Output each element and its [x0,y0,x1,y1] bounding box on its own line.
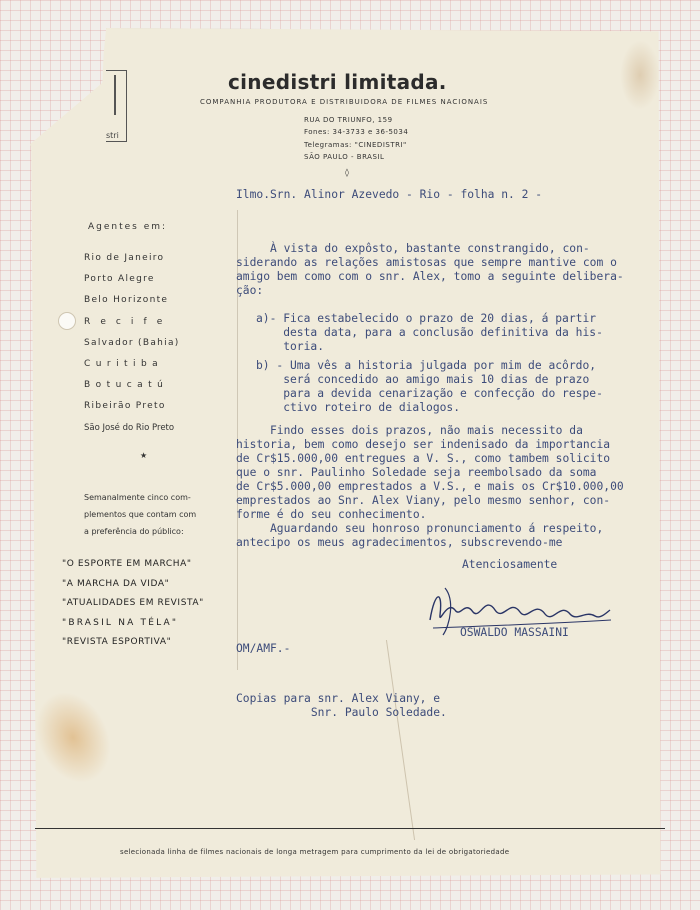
promo-line: Semanalmente cinco com- [84,493,191,502]
item-line: ctivo roteiro de dialogos. [256,401,461,414]
promo-line: plementos que contam com [84,510,197,519]
closing: Atenciosamente [462,558,558,571]
film-title: "REVISTA ESPORTIVA" [62,637,172,648]
address-phones: Fones: 34-3733 e 36-5034 [304,128,409,136]
paragraph-line: historia, bem como desejo ser indenisado da importancia [236,438,611,451]
agent-city: Salvador (Bahia) [84,337,180,348]
agent-city: Belo Horizonte [84,295,169,306]
address-street: RUA DO TRIUNFO, 159 [304,116,393,124]
paragraph-line: amigo bem como com o snr. Alex, tomo a seguinte delibera- [236,270,624,283]
copies-block [236,678,447,720]
signatory-name: OSWALDO MASSAINI [460,626,569,639]
paragraph-line: emprestados ao Snr. Alex Viany, pelo mesmo senhor, con- [236,494,611,507]
item-line: será concedido ao amigo mais 10 dias de prazo [256,373,590,386]
agents-list [84,251,224,442]
item-line: desta data, para a conclusão definitiva da his- [256,326,603,339]
paragraph-2 [236,410,624,522]
agent-city: Porto Alegre [84,274,155,285]
agent-city: Ribeirão Preto [84,401,166,412]
agents-title: Agentes em: [88,222,168,232]
paragraph-line: À vista do expôsto, bastante constrangido, con- [236,242,590,255]
copies-line: Copias para snr. Alex Viany, e [236,692,441,705]
agent-city: R e c i f e [84,316,166,327]
star-icon: ★ [140,451,148,460]
item-line: para a devida cenarização e confecção do respe- [256,387,603,400]
address-telegram: Telegramas: "CINEDISTRI" [304,141,407,149]
agent-city: Rio de Janeiro [84,253,165,263]
punch-hole [58,312,76,330]
paragraph-line: antecipo os meus agradecimentos, subscrevendo-me [236,536,563,549]
agent-city: C u r i t i b a [84,358,159,369]
company-tagline: COMPANHIA PRODUTORA E DISTRIBUIDORA DE FILMES NACIONAIS [200,98,489,106]
item-line: toria. [256,340,325,353]
paragraph-line: Aguardando seu honroso pronunciamento á respeito, [236,522,604,535]
paragraph-line: ção: [236,284,264,297]
paragraph-1 [236,228,624,298]
paragraph-line: que o snr. Paulinho Soledade seja reembolsado da soma [236,466,597,479]
item-b [256,345,603,415]
promo-text [84,489,234,540]
agent-city: São José do Rio Preto [84,422,175,433]
paragraph-line: de Cr$15.000,00 entregues a V. S., como tambem solicito [236,452,611,465]
footer-rule [35,828,665,829]
company-name: cinedistri limitada. [228,70,447,94]
paper-stain-top [620,40,660,110]
logo-fragment: stri [106,131,119,140]
film-title: "BRASIL NA TÉLA" [62,617,179,628]
film-title: "O ESPORTE EM MARCHA" [62,559,192,569]
paragraph-line: forme é do seu conhecimento. [236,508,427,521]
paragraph-3 [236,508,603,550]
copies-line: Snr. Paulo Soledade. [236,706,447,719]
film-title: "ATUALIDADES EM REVISTA" [62,598,204,609]
promo-line: a preferência do público: [84,527,184,536]
item-line: a)- Fica estabelecido o prazo de 20 dias, á partir [256,312,597,325]
footer-text: selecionada linha de filmes nacionais de longa metragem para cumprimento da lei de obrigatoriedade [120,848,510,856]
paragraph-line: de Cr$5.000,00 emprestados a V.S., e mais os Cr$10.000,00 [236,480,624,493]
film-title: "A MARCHA DA VIDA" [62,578,170,589]
paragraph-line: Findo esses dois prazos, não mais necessito da [236,424,583,437]
item-line: b) - Uma vês a historia julgada por mim de acôrdo, [256,359,597,372]
film-list [62,557,232,655]
letter-heading: Ilmo.Srn. Alinor Azevedo - Rio - folha n. 2 - [236,188,543,201]
paragraph-line: siderando as relações amistosas que sempre mantive com o [236,256,617,269]
address-city: SÃO PAULO - BRASIL [304,153,385,161]
ornament-icon: ◊ [345,168,349,177]
agent-city: B o t u c a t ú [84,380,165,391]
reference-initials: OM/AMF.- [236,642,291,655]
